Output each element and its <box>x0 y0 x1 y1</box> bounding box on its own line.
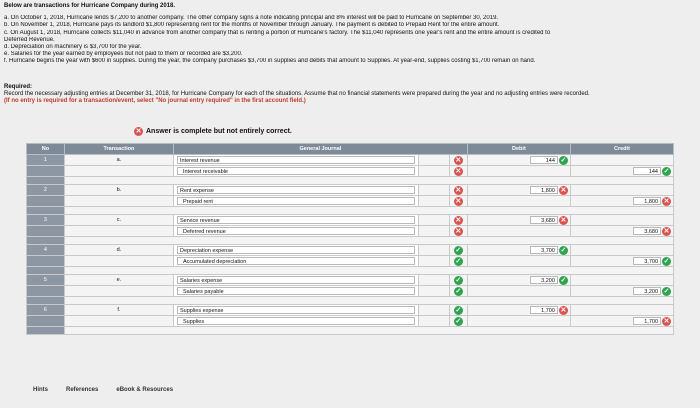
debit-account-select[interactable]: Interest revenue <box>177 156 415 164</box>
credit-account-select[interactable]: Prepaid rent <box>177 197 415 205</box>
debit-amount <box>530 186 568 195</box>
check-circle-icon: ✓ <box>560 276 567 284</box>
table-row <box>27 185 674 196</box>
entry-number: 2 <box>27 185 65 196</box>
x-circle-icon: ✕ <box>455 227 462 235</box>
credit-account-cell <box>173 316 418 327</box>
transaction-b: b. On November 1, 2018, Hurricane pays its landlord $1,800 representing rent for the months of November through January. The payment is debited to Prepaid Rent for the entire amount. <box>4 22 500 29</box>
debit-input[interactable]: 144 <box>530 156 558 164</box>
journal-table <box>26 143 674 335</box>
debit-input[interactable]: 1,800 <box>530 186 558 194</box>
entry-transaction <box>64 226 173 237</box>
debit-cell <box>467 215 570 226</box>
debit-account-cell <box>173 275 418 286</box>
credit-input[interactable]: 1,800 <box>633 197 661 205</box>
debit-account-select[interactable]: Depreciation expense <box>177 246 415 254</box>
gap-cell <box>27 237 65 245</box>
account-mark-cell <box>449 305 467 316</box>
debit-input[interactable]: 3,700 <box>530 246 558 254</box>
debit-amount <box>530 246 568 255</box>
credit-account-cell <box>173 166 418 177</box>
debit-cell <box>467 305 570 316</box>
spacer-cell <box>419 185 449 196</box>
account-mark-cell <box>449 275 467 286</box>
debit-amount <box>530 216 568 225</box>
entry-transaction: f. <box>64 305 173 316</box>
entry-number: 4 <box>27 245 65 256</box>
spacer-cell <box>419 226 449 237</box>
required-note: (If no entry is required for a transaction/event, select "No journal entry required" in the first account field.) <box>4 98 306 105</box>
debit-input[interactable]: 3,200 <box>530 276 558 284</box>
gap-cell <box>27 207 65 215</box>
table-row <box>27 286 674 297</box>
check-circle-icon: ✓ <box>560 156 567 164</box>
debit-cell <box>467 245 570 256</box>
entry-number <box>27 196 65 207</box>
credit-input[interactable]: 3,200 <box>633 287 661 295</box>
credit-account-select[interactable]: Salaries payable <box>177 287 415 295</box>
credit-cell <box>570 155 673 166</box>
row-gap <box>27 177 674 185</box>
entry-transaction <box>64 256 173 267</box>
credit-amount <box>633 287 671 296</box>
credit-cell <box>570 185 673 196</box>
hints-link[interactable]: Hints <box>33 387 48 393</box>
entry-number <box>27 286 65 297</box>
credit-cell <box>570 215 673 226</box>
entry-transaction: a. <box>64 155 173 166</box>
debit-input[interactable]: 3,680 <box>530 216 558 224</box>
table-row <box>27 245 674 256</box>
credit-input[interactable]: 3,700 <box>633 257 661 265</box>
required-section <box>4 84 698 106</box>
gap-cell <box>27 297 65 305</box>
x-circle-icon: ✕ <box>455 156 462 164</box>
problem-statement <box>4 3 694 66</box>
transaction-d: d. Depreciation on machinery is $3,700 for the year. <box>4 44 142 51</box>
answer-status-banner <box>134 127 292 136</box>
row-gap <box>27 207 674 215</box>
gap-cell <box>64 237 673 245</box>
check-circle-icon: ✓ <box>455 257 462 265</box>
spacer-cell <box>419 256 449 267</box>
debit-cell <box>467 275 570 286</box>
credit-cell <box>570 256 673 267</box>
spacer-cell <box>419 155 449 166</box>
entry-number: 5 <box>27 275 65 286</box>
debit-cell <box>467 185 570 196</box>
debit-account-cell <box>173 305 418 316</box>
entry-transaction <box>64 316 173 327</box>
transaction-a: a. On October 1, 2018, Hurricane lends $7,200 to another company. The other company signs a note indicating principal and 8% interest will be paid to Hurricane on September 30, 2019. <box>4 15 499 22</box>
x-circle-icon: ✕ <box>663 227 670 235</box>
debit-cell <box>467 166 570 177</box>
credit-account-cell <box>173 226 418 237</box>
credit-cell <box>570 245 673 256</box>
debit-cell <box>467 316 570 327</box>
x-circle-icon: ✕ <box>560 186 567 194</box>
debit-account-cell <box>173 245 418 256</box>
entry-number <box>27 226 65 237</box>
account-mark-cell <box>449 226 467 237</box>
row-gap <box>27 297 674 305</box>
x-circle-icon: ✕ <box>560 306 567 314</box>
entry-transaction <box>64 196 173 207</box>
credit-cell <box>570 196 673 207</box>
entry-number <box>27 316 65 327</box>
gap-cell <box>27 327 65 335</box>
check-circle-icon: ✓ <box>455 306 462 314</box>
check-circle-icon: ✓ <box>663 167 670 175</box>
x-circle-icon: ✕ <box>663 317 670 325</box>
entry-number: 3 <box>27 215 65 226</box>
credit-cell <box>570 316 673 327</box>
check-circle-icon: ✓ <box>455 317 462 325</box>
transaction-c-cont: Deferred Revenue. <box>4 36 55 43</box>
spacer-cell <box>419 275 449 286</box>
account-mark-cell <box>449 166 467 177</box>
x-circle-icon: ✕ <box>455 216 462 224</box>
account-mark-cell <box>449 256 467 267</box>
check-circle-icon: ✓ <box>663 257 670 265</box>
x-circle-icon: ✕ <box>455 186 462 194</box>
debit-amount <box>530 156 568 165</box>
header-no: No <box>27 144 65 155</box>
ebook-link[interactable]: eBook & Resources <box>116 387 174 393</box>
debit-input[interactable]: 1,700 <box>530 306 558 314</box>
entry-transaction: e. <box>64 275 173 286</box>
debit-amount <box>530 306 568 315</box>
credit-account-cell <box>173 286 418 297</box>
credit-account-select[interactable]: Supplies <box>177 317 415 325</box>
credit-account-select[interactable]: Interest receivable <box>177 167 415 175</box>
header-debit: Debit <box>467 144 570 155</box>
table-row <box>27 256 674 267</box>
credit-account-cell <box>173 256 418 267</box>
x-circle-icon: ✕ <box>135 128 142 135</box>
check-circle-icon: ✓ <box>455 246 462 254</box>
debit-account-select[interactable]: Salaries expense <box>177 276 415 284</box>
gap-cell <box>64 177 673 185</box>
account-mark-cell <box>449 215 467 226</box>
account-mark-cell <box>449 316 467 327</box>
entry-number: 1 <box>27 155 65 166</box>
credit-cell <box>570 166 673 177</box>
footer-links <box>33 387 173 393</box>
transaction-c: c. On August 1, 2018, Hurricane collects $11,040 in advance from another company that is renting a portion of Hurricane's factory. The $11,040 represents one year's rent and the entire amount is credited to <box>4 29 551 36</box>
x-circle-icon: ✕ <box>663 197 670 205</box>
spacer-cell <box>419 215 449 226</box>
check-circle-icon: ✓ <box>455 276 462 284</box>
credit-input[interactable]: 144 <box>633 167 661 175</box>
entry-transaction: b. <box>64 185 173 196</box>
table-row <box>27 166 674 177</box>
credit-input[interactable]: 3,680 <box>633 227 661 235</box>
entry-transaction <box>64 286 173 297</box>
credit-amount <box>633 227 671 236</box>
credit-account-select[interactable]: Deferred revenue <box>177 227 415 235</box>
references-link[interactable]: References <box>66 387 99 393</box>
required-text: Record the necessary adjusting entries at December 31, 2018, for Hurricane Company for each of the situations. Assume that no financial statements were prepared during the year and no adjusting entries were recorded. <box>4 91 590 98</box>
credit-amount <box>633 317 671 326</box>
account-mark-cell <box>449 245 467 256</box>
debit-account-select[interactable]: Service revenue <box>177 216 415 224</box>
entry-transaction: d. <box>64 245 173 256</box>
credit-amount <box>633 167 671 176</box>
debit-account-select[interactable]: Supplies expense <box>177 306 415 314</box>
transaction-f: f. Hurricane begins the year with $600 in supplies. During the year, the company purchases $3,700 in supplies and debits that amount to Supplies. At year-end, supplies costing $1,700 remain on hand. <box>4 58 536 65</box>
transaction-e: e. Salaries for the year earned by employees but not paid to them or recorded are $3,200. <box>4 51 243 58</box>
credit-cell <box>570 275 673 286</box>
spacer-cell <box>419 316 449 327</box>
table-row <box>27 196 674 207</box>
table-row <box>27 226 674 237</box>
row-gap <box>27 237 674 245</box>
credit-cell <box>570 286 673 297</box>
spacer-cell <box>419 166 449 177</box>
row-gap <box>27 327 674 335</box>
answer-status-text: Answer is complete but not entirely correct. <box>146 128 292 135</box>
debit-cell <box>467 286 570 297</box>
gap-cell <box>64 297 673 305</box>
spacer-cell <box>419 196 449 207</box>
credit-input[interactable]: 1,700 <box>633 317 661 325</box>
table-row <box>27 155 674 166</box>
debit-account-cell <box>173 155 418 166</box>
header-transaction: Transaction <box>64 144 173 155</box>
credit-cell <box>570 226 673 237</box>
account-mark-cell <box>449 155 467 166</box>
table-row <box>27 215 674 226</box>
gap-cell <box>64 327 673 335</box>
credit-account-cell <box>173 196 418 207</box>
table-row <box>27 316 674 327</box>
table-row <box>27 275 674 286</box>
gap-cell <box>64 267 673 275</box>
entry-number <box>27 256 65 267</box>
table-row <box>27 305 674 316</box>
credit-amount <box>633 197 671 206</box>
credit-cell <box>570 305 673 316</box>
gap-cell <box>64 207 673 215</box>
row-gap <box>27 267 674 275</box>
credit-account-select[interactable]: Accumulated depreciation <box>177 257 415 265</box>
entry-number: 6 <box>27 305 65 316</box>
entry-transaction <box>64 166 173 177</box>
spacer-cell <box>419 305 449 316</box>
account-mark-cell <box>449 286 467 297</box>
debit-cell <box>467 196 570 207</box>
entry-number <box>27 166 65 177</box>
journal-body <box>27 155 674 335</box>
x-circle-icon: ✕ <box>455 197 462 205</box>
entry-transaction: c. <box>64 215 173 226</box>
check-circle-icon: ✓ <box>663 287 670 295</box>
debit-account-cell <box>173 215 418 226</box>
problem-title: Below are transactions for Hurricane Company during 2018. <box>4 3 176 9</box>
debit-account-select[interactable]: Rent expense <box>177 186 415 194</box>
debit-cell <box>467 226 570 237</box>
x-circle-icon: ✕ <box>560 216 567 224</box>
account-mark-cell <box>449 196 467 207</box>
spacer-cell <box>419 286 449 297</box>
header-general-journal: General Journal <box>173 144 467 155</box>
required-label: Required: <box>4 84 33 90</box>
header-credit: Credit <box>570 144 673 155</box>
debit-account-cell <box>173 185 418 196</box>
x-circle-icon: ✕ <box>455 167 462 175</box>
check-circle-icon: ✓ <box>455 287 462 295</box>
debit-amount <box>530 276 568 285</box>
account-mark-cell <box>449 185 467 196</box>
debit-cell <box>467 155 570 166</box>
gap-cell <box>27 177 65 185</box>
check-circle-icon: ✓ <box>560 246 567 254</box>
gap-cell <box>27 267 65 275</box>
debit-cell <box>467 256 570 267</box>
spacer-cell <box>419 245 449 256</box>
credit-amount <box>633 257 671 266</box>
